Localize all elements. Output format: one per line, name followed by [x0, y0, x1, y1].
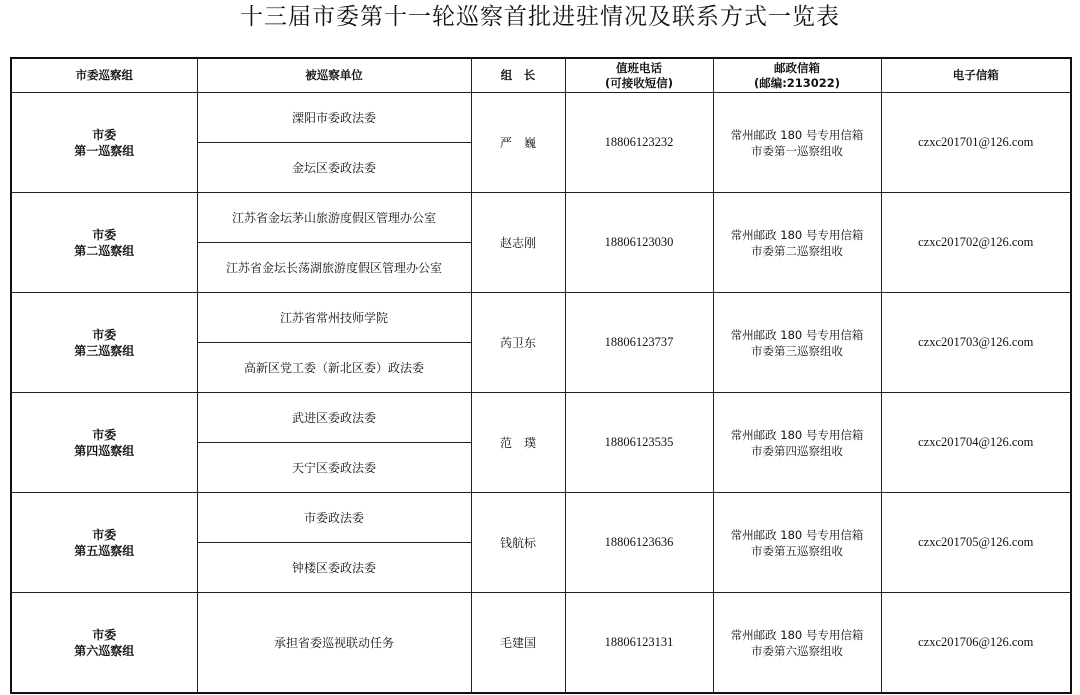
mailbox-cell	[713, 193, 881, 293]
inspected-unit-cell: 市委政法委	[197, 493, 471, 543]
leader-cell: 严 巍	[471, 93, 565, 193]
group-name-line1: 市委	[92, 427, 117, 442]
group-name-line1: 市委	[92, 227, 117, 242]
group-name-cell	[11, 193, 197, 293]
group-name-cell	[11, 293, 197, 393]
mailbox-line1: 常州邮政 180 号专用信箱	[730, 427, 864, 442]
group-name-line2: 第三巡察组	[74, 343, 135, 358]
mailbox-cell	[713, 393, 881, 493]
header-leader: 组 长	[471, 58, 565, 93]
header-row	[11, 58, 1071, 93]
table-row	[11, 493, 1071, 543]
inspected-unit-cell: 江苏省常州技师学院	[197, 293, 471, 343]
group-name-line2: 第四巡察组	[74, 443, 135, 458]
inspected-unit-cell: 金坛区委政法委	[197, 143, 471, 193]
page-title: 十三届市委第十一轮巡察首批进驻情况及联系方式一览表	[240, 4, 840, 30]
mailbox-line1: 常州邮政 180 号专用信箱	[730, 327, 864, 342]
mailbox-cell	[713, 493, 881, 593]
table-row	[11, 193, 1071, 243]
inspected-unit-cell: 钟楼区委政法委	[197, 543, 471, 593]
email-cell: czxc201703@126.com	[881, 293, 1071, 393]
header-unit: 被巡察单位	[197, 58, 471, 93]
table-row	[11, 293, 1071, 343]
phone-cell: 18806123030	[565, 193, 713, 293]
phone-cell: 18806123131	[565, 593, 713, 694]
mailbox-cell	[713, 293, 881, 393]
email-cell: czxc201706@126.com	[881, 593, 1071, 694]
phone-cell: 18806123737	[565, 293, 713, 393]
mailbox-line1: 常州邮政 180 号专用信箱	[730, 627, 864, 642]
mailbox-line2: 市委第三巡察组收	[751, 343, 843, 358]
mailbox-line2: 市委第一巡察组收	[751, 143, 843, 158]
header-mail	[713, 58, 881, 93]
group-name-line2: 第一巡察组	[74, 143, 135, 158]
group-name-cell	[11, 393, 197, 493]
mailbox-line1: 常州邮政 180 号专用信箱	[730, 227, 864, 242]
table-row	[11, 93, 1071, 143]
mailbox-line2: 市委第二巡察组收	[751, 243, 843, 258]
leader-cell: 钱航标	[471, 493, 565, 593]
header-mail-title: 邮政信箱	[774, 60, 820, 75]
header-email: 电子信箱	[881, 58, 1071, 93]
mailbox-cell	[713, 593, 881, 694]
email-cell: czxc201702@126.com	[881, 193, 1071, 293]
inspected-unit-cell: 武进区委政法委	[197, 393, 471, 443]
mailbox-cell	[713, 93, 881, 193]
group-name-line2: 第五巡察组	[74, 543, 135, 558]
header-phone	[565, 58, 713, 93]
leader-cell: 范 璞	[471, 393, 565, 493]
group-name-line1: 市委	[92, 327, 117, 342]
phone-cell: 18806123232	[565, 93, 713, 193]
leader-cell: 芮卫东	[471, 293, 565, 393]
group-name-cell	[11, 593, 197, 694]
inspected-unit-cell: 承担省委巡视联动任务	[197, 593, 471, 694]
leader-cell: 赵志刚	[471, 193, 565, 293]
inspected-unit-cell: 溧阳市委政法委	[197, 93, 471, 143]
group-name-line1: 市委	[92, 527, 117, 542]
mailbox-line1: 常州邮政 180 号专用信箱	[730, 527, 864, 542]
group-name-line2: 第二巡察组	[74, 243, 135, 258]
group-name-cell	[11, 93, 197, 193]
email-cell: czxc201704@126.com	[881, 393, 1071, 493]
group-name-line1: 市委	[92, 627, 117, 642]
mailbox-line1: 常州邮政 180 号专用信箱	[730, 127, 864, 142]
table-row	[11, 593, 1071, 694]
header-phone-title: 值班电话	[616, 60, 662, 75]
inspected-unit-cell: 江苏省金坛茅山旅游度假区管理办公室	[197, 193, 471, 243]
inspected-unit-cell: 高新区党工委（新北区委）政法委	[197, 343, 471, 393]
email-cell: czxc201705@126.com	[881, 493, 1071, 593]
header-mail-note: (邮编:213022)	[753, 75, 841, 90]
phone-cell: 18806123636	[565, 493, 713, 593]
inspection-table	[10, 57, 1072, 694]
mailbox-line2: 市委第四巡察组收	[751, 443, 843, 458]
table-body	[11, 93, 1071, 694]
table-row	[11, 393, 1071, 443]
mailbox-line2: 市委第五巡察组收	[751, 543, 843, 558]
group-name-line1: 市委	[92, 127, 117, 142]
email-cell: czxc201701@126.com	[881, 93, 1071, 193]
group-name-line2: 第六巡察组	[74, 643, 135, 658]
header-group: 市委巡察组	[11, 58, 197, 93]
inspected-unit-cell: 江苏省金坛长荡湖旅游度假区管理办公室	[197, 243, 471, 293]
phone-cell: 18806123535	[565, 393, 713, 493]
group-name-cell	[11, 493, 197, 593]
header-phone-note: (可接收短信)	[604, 75, 673, 90]
leader-cell: 毛建国	[471, 593, 565, 694]
mailbox-line2: 市委第六巡察组收	[751, 643, 843, 658]
inspected-unit-cell: 天宁区委政法委	[197, 443, 471, 493]
